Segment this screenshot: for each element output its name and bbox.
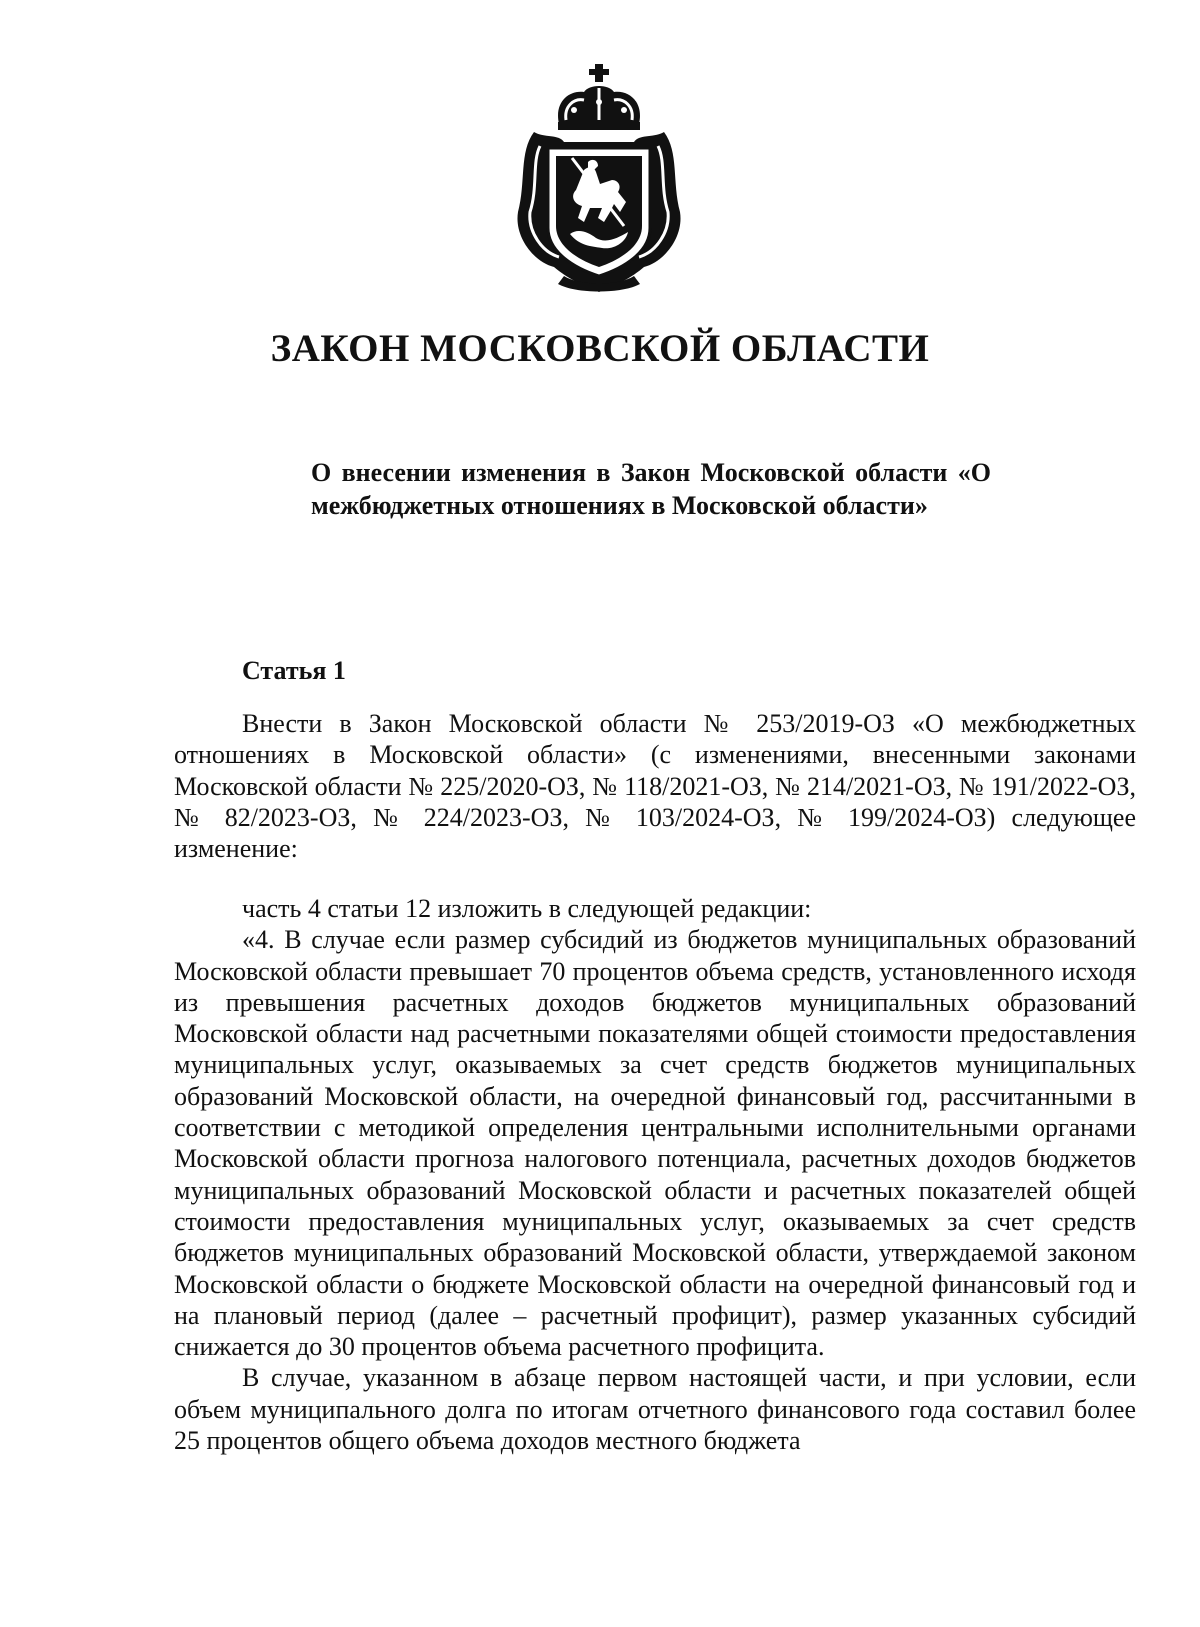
paragraph-part-4-second: В случае, указанном в абзаце первом настоящей части, и при условии, если объем муниципального долга по итогам отчетного финансового года составил более 25 процентов общего объема доходов местного бюджета <box>174 1363 1136 1456</box>
paragraph-instruction: часть 4 статьи 12 изложить в следующей редакции: <box>242 894 812 923</box>
article-heading: Статья 1 <box>242 656 346 685</box>
article-paragraph <box>174 708 1136 864</box>
paragraph-part-4: «4. В случае если размер субсидий из бюджетов муниципальных образований Московской области превышает 70 процентов объема средств, установленного исходя из превышения расчетных доходов бюджетов муниципальных образований Московской области над расчетными показателями общей стоимости предоставления муниципальных услуг, оказываемых за счет средств бюджетов муниципальных образований Московской области, на очередной финансовый год, рассчитанными в соответствии с методикой определения центральными исполнительными органами Московской области прогноза налогового потенциала, расчетных доходов бюджетов муниципальных образований Московской области и расчетных показателей общей стоимости предоставления муниципальных услуг, оказываемых за счет средств бюджетов муниципальных образований Московской области, утверждаемой законом Московской области о бюджете Московской области на очередной финансовый год и на плановый период (далее – расчетный профицит), размер указанных субсидий снижается до 30 процентов объема расчетного профицита. <box>174 925 1136 1362</box>
paragraph-amendment-intro: Внести в Закон Московской области № 253/2019-ОЗ «О межбюджетных отношениях в Московской области» (с изменениями, внесенными законами Московской области № 225/2020-ОЗ, № 118/2021-ОЗ, № 214/2021-ОЗ, № 191/2022-ОЗ, № 82/2023-ОЗ, № 224/2023-ОЗ, № 103/2024-ОЗ, № 199/2024-ОЗ) следующее изменение: <box>174 709 1136 864</box>
coat-of-arms-icon <box>514 62 684 294</box>
article-amendment-text <box>174 893 1136 1456</box>
document-title: ЗАКОН МОСКОВСКОЙ ОБЛАСТИ <box>270 327 930 370</box>
document-subject: О внесении изменения в Закон Московской области «О межбюджетных отношениях в Московской области» <box>311 458 991 520</box>
